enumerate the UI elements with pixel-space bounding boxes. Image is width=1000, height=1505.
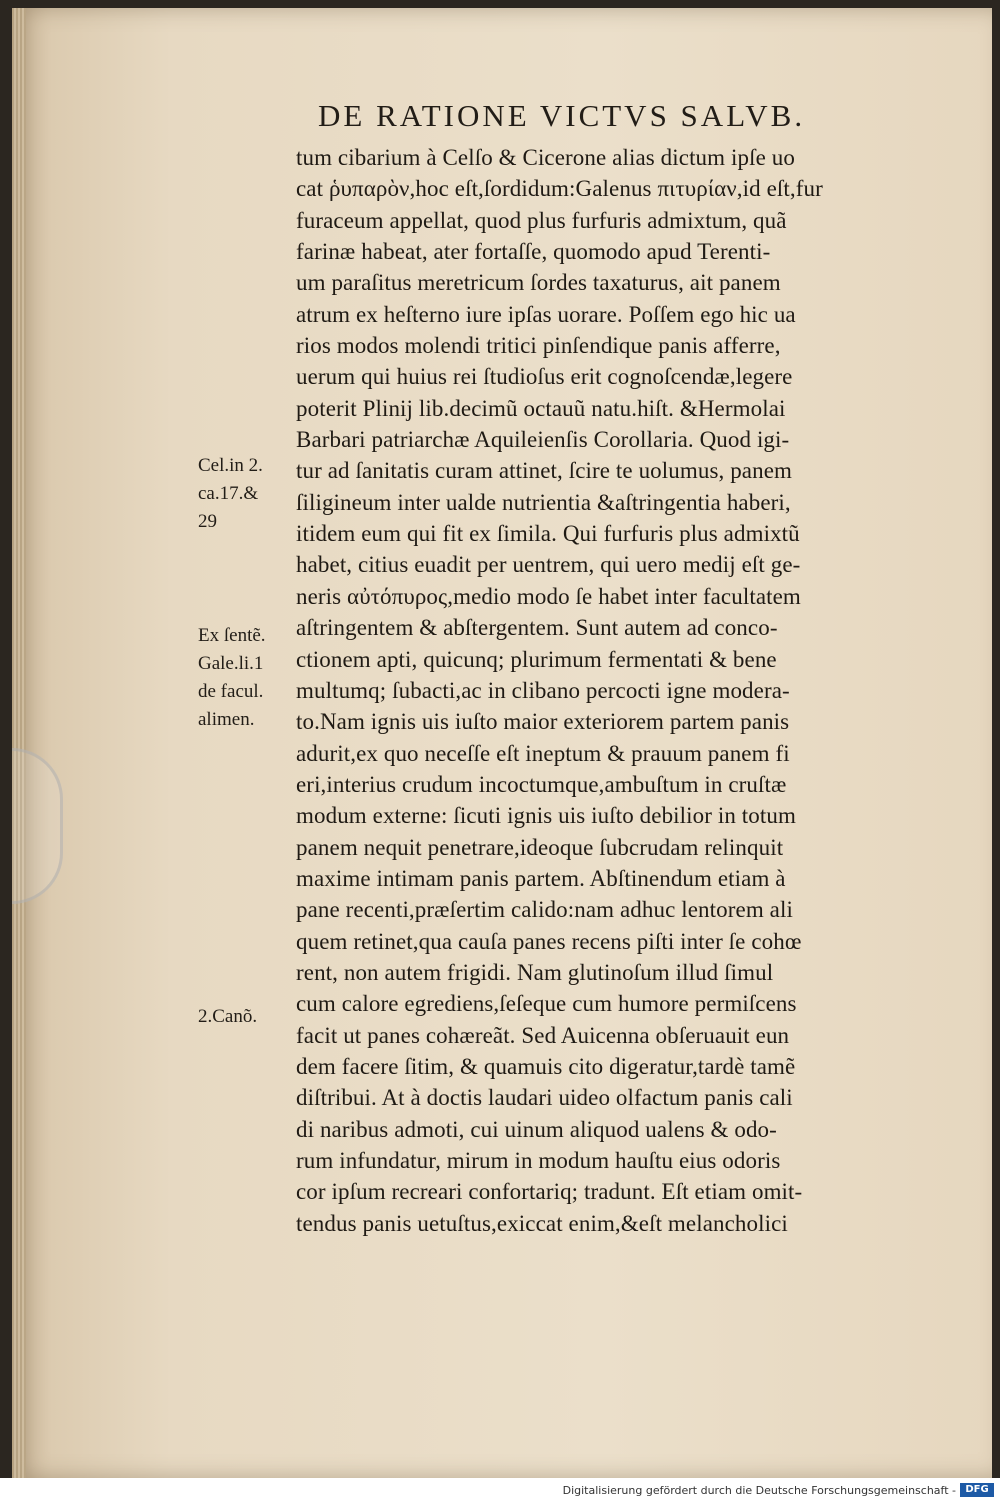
- body-text: [296, 142, 916, 1239]
- text-line: furaceum appellat, quod plus furfuris admixtum, quã: [296, 207, 787, 233]
- page-edge: [12, 8, 26, 1478]
- footer-bar: [0, 1478, 1000, 1505]
- text-line: cor ipſum recreari confortariq; tradunt. Eſt etiam omit-: [296, 1179, 803, 1205]
- text-line: quem retinet,qua cauſa panes recens piſti inter ſe cohœ: [296, 928, 802, 954]
- text-line: eri,interius crudum incoctumque,ambuſtum in cruſtæ: [296, 771, 787, 797]
- text-line: aſtringentem & abſtergentem. Sunt autem ad conco-: [296, 615, 778, 641]
- text-line: facit ut panes cohæreãt. Sed Auicenna obſeruauit eun: [296, 1022, 790, 1048]
- text-line: dem facere ſitim, & quamuis cito digeratur,tardè tamẽ: [296, 1053, 796, 1079]
- text-line: rum infundatur, mirum in modum hauſtu eius odoris: [296, 1148, 781, 1173]
- text-line: tur ad ſanitatis curam attinet, ſcire te uolumus, panem: [296, 458, 793, 484]
- text-line: to.Nam ignis uis iuſto maior exteriorem partem panis: [296, 709, 790, 735]
- text-line: di naribus admoti, cui uinum aliquod ualens & odo-: [296, 1116, 777, 1142]
- running-header: DE RATIONE VICTVS SALVB.: [318, 98, 806, 133]
- text-line: ſiligineum inter ualde nutrientia &aſtringentia haberi,: [296, 489, 791, 515]
- text-line: um paraſitus meretricum ſordes taxaturus, ait panem: [296, 270, 781, 296]
- text-line: tendus panis uetuſtus,exiccat enim,&eſt melancholici: [296, 1210, 788, 1236]
- margin-note-canon: 2.Canõ.: [198, 1006, 258, 1027]
- footer-credit: Digitalisierung gefördert durch die Deutsche Forschungsgemeinschaft -: [562, 1484, 956, 1497]
- text-line: multumq; ſubacti,ac in clibano percocti igne modera-: [296, 677, 790, 703]
- text-line: cat ῥυπαρὸν,hoc eſt,ſordidum:Galenus πιτυρίαν,id eſt,fur: [296, 176, 823, 202]
- text-line: panem nequit penetrare,ideoque ſubcrudam relinquit: [296, 834, 784, 860]
- text-line: farinæ habeat, ater fortaſſe, quomodo apud Terenti-: [296, 239, 771, 265]
- margin-note-galen: Ex ſentẽ. Gale.li.1 de facul. alimen.: [198, 625, 266, 730]
- text-line: itidem eum qui fit ex ſimila. Qui furfuris plus admixtũ: [296, 521, 800, 547]
- text-line: atrum ex heſterno iure ipſas uorare. Poſſem ego hic ua: [296, 301, 796, 327]
- text-line: diſtribui. At à doctis laudari uideo olfactum panis cali: [296, 1085, 793, 1111]
- text-line: Barbari patriarchæ Aquileienſis Corollaria. Quod igi-: [296, 427, 790, 453]
- page-clip: [12, 748, 63, 904]
- text-line: ctionem apti, quicunq; plurimum fermentati & bene: [296, 646, 777, 672]
- text-line: habet, citius euadit per uentrem, qui uero medij eſt ge-: [296, 552, 801, 578]
- text-line: modum externe: ſicuti ignis uis iuſto debilior in totum: [296, 803, 796, 829]
- text-line: rios modos molendi tritici pinſendique panis afferre,: [296, 333, 781, 359]
- text-line: pane recenti,præſertim calido:nam adhuc lentorem ali: [296, 897, 793, 923]
- text-line: rent, non autem frigidi. Nam glutinoſum illud ſimul: [296, 959, 774, 985]
- text-line: poterit Plinij lib.decimũ octauũ natu.hiſt. &Hermolai: [296, 395, 786, 421]
- text-line: tum cibarium à Celſo & Cicerone alias dictum ipſe uo: [296, 145, 795, 170]
- text-line: adurit,ex quo neceſſe eſt ineptum & prauum panem fi: [296, 740, 790, 766]
- margin-note-celsus: Cel.in 2. ca.17.& 29: [198, 455, 263, 532]
- text-line: uerum qui huius rei ſtudioſus erit cognoſcendæ,legere: [296, 364, 793, 390]
- text-line: cum calore egrediens,ſeſeque cum humore permiſcens: [296, 991, 797, 1017]
- text-line: neris αὐτόπυρος,medio modo ſe habet inter facultatem: [296, 583, 801, 609]
- text-line: maxime intimam panis partem. Abſtinendum etiam à: [296, 865, 786, 891]
- dfg-logo: DFG: [960, 1483, 994, 1497]
